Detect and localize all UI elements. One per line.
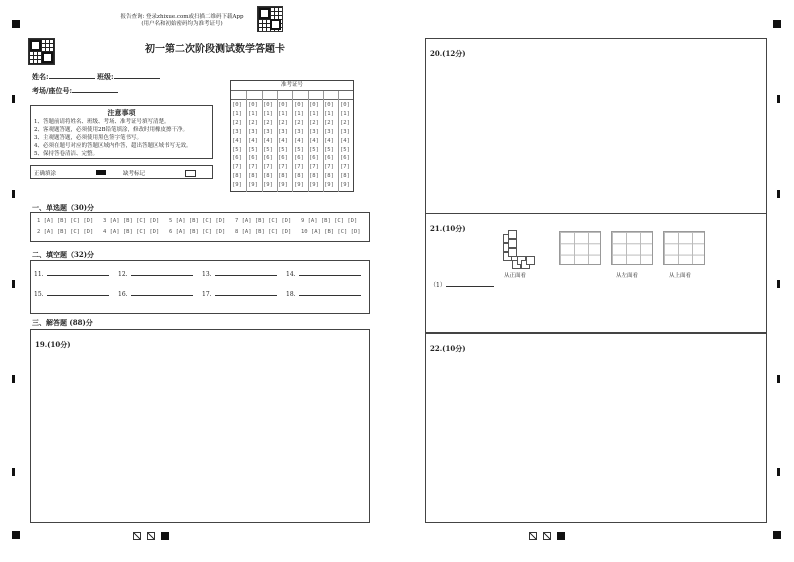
left-view-grid[interactable] [559,231,601,265]
side-marker [777,190,780,198]
exam-id-bubble[interactable]: [5] [309,146,319,153]
exam-id-bubble[interactable]: [5] [294,146,304,153]
blank-number: 11. [34,271,44,278]
exam-id-bubble[interactable]: [2] [232,119,242,126]
corner-marker [12,20,20,28]
page-check-icon [529,532,537,540]
side-marker [777,468,780,476]
q19-answer-area[interactable] [30,329,370,523]
exam-id-bubble[interactable]: [0] [309,102,319,108]
blank-number: 16. [118,291,128,298]
corner-marker [773,531,781,539]
name-field[interactable] [49,78,95,79]
class-field[interactable] [114,78,160,79]
exam-id-bubble[interactable]: [2] [248,119,258,126]
page-title: 初一第二次阶段测试数学答题卡 [145,44,285,55]
exam-id-bubble[interactable]: [6] [232,155,242,162]
exam-id-bubble[interactable]: [8] [309,173,319,180]
blank-answer-line[interactable] [131,295,193,296]
exam-id-bubble[interactable]: [0] [248,102,258,108]
blank-item [34,291,109,298]
exam-id-bubble[interactable]: [7] [309,164,319,171]
exam-id-bubble[interactable]: [4] [263,137,273,144]
exam-id-bubble[interactable]: [8] [232,173,242,180]
exam-id-bubble[interactable]: [9] [294,182,304,189]
report-note-line2: (用户名和初始密码均为准考证号) [141,21,223,27]
blank-number: 18. [286,291,296,298]
exam-id-bubble[interactable]: [2] [294,119,304,126]
top-view-caption: 从上面看 [669,273,692,279]
side-marker [777,280,780,288]
choice-option[interactable]: 9 [A] [B] [C] [D] [301,218,358,224]
exam-id-bubble[interactable]: [8] [340,173,350,180]
exam-id-bubble[interactable]: [6] [248,155,258,162]
exam-id-bubble[interactable]: [4] [294,137,304,144]
blank-number: 12. [118,271,128,278]
room-info [32,86,118,96]
exam-id-bubble[interactable]: [0] [294,102,304,108]
exam-id-bubble[interactable]: [0] [263,102,273,108]
blank-item [286,291,361,298]
choice-box [30,212,370,242]
choice-option[interactable]: 7 [A] [B] [C] [D] [235,218,292,224]
front-view-caption: 从正面看 [504,273,527,279]
blank-answer-line[interactable] [131,275,193,276]
exam-id-bubble[interactable]: [2] [309,119,319,126]
exam-id-bubble[interactable]: [3] [340,128,350,135]
exam-id-bubble[interactable]: [4] [309,137,319,144]
absent-checkbox[interactable] [185,170,196,177]
exam-id-bubble[interactable]: [1] [309,110,319,117]
notice-item: 1、答题前请将姓名、班级、考场、准考证号填写清楚。 [34,119,170,125]
exam-id-bubble[interactable]: [8] [278,173,288,180]
blank-number: 14. [286,271,296,278]
exam-id-bubble[interactable]: [9] [232,182,242,189]
exam-id-bubble[interactable]: [2] [263,119,273,126]
side-marker [12,95,15,103]
exam-id-bubble[interactable]: [0] [278,102,288,108]
room-label: 考场/座位号: [32,86,73,95]
exam-id-bubble[interactable]: [3] [294,128,304,135]
page-check-icon [147,532,155,540]
exam-id-bubble[interactable]: [8] [324,173,334,180]
exam-id-bubble[interactable]: [3] [263,128,273,135]
q22-label: 22.(10分) [430,344,466,353]
exam-id-bubble[interactable]: [9] [278,182,288,189]
notice-box [30,105,213,159]
left-view-grid-2[interactable] [611,231,653,265]
q21-part-answer[interactable] [446,286,494,287]
blank-answer-line[interactable] [299,295,361,296]
exam-id-bubble[interactable]: [4] [232,137,242,144]
q20-label: 20.(12分) [430,49,466,58]
choice-option[interactable]: 2 [A] [B] [C] [D] [37,229,94,235]
exam-id-bubble[interactable]: [5] [324,146,334,153]
choice-option[interactable]: 5 [A] [B] [C] [D] [169,218,226,224]
side-marker [12,280,15,288]
exam-id-bubble[interactable]: [7] [294,164,304,171]
blank-item [286,271,361,278]
blank-item [202,271,277,278]
exam-id-bubble[interactable]: [6] [294,155,304,162]
exam-id-bubble[interactable]: [9] [309,182,319,189]
room-field[interactable] [72,92,118,93]
blank-number: 13. [202,271,212,278]
exam-id-title: 准考证号 [231,81,353,91]
exam-id-bubble[interactable]: [6] [324,155,334,162]
q21-answer-area[interactable] [425,213,767,333]
blank-answer-line[interactable] [299,275,361,276]
exam-id-bubble[interactable]: [3] [232,128,242,135]
page-mark-icon [557,532,565,540]
exam-id-bubble[interactable]: [2] [278,119,288,126]
q22-answer-area[interactable] [425,333,767,523]
exam-id-bubble[interactable]: [2] [340,119,350,126]
choice-option[interactable]: 4 [A] [B] [C] [D] [103,229,160,235]
exam-id-bubble[interactable]: [5] [340,146,350,153]
exam-id-bubble[interactable]: [7] [263,164,273,171]
exam-id-bubble[interactable]: [1] [248,110,258,117]
qr-code-icon [257,6,283,32]
blank-item [202,291,277,298]
notice-title: 注意事项 [107,108,136,117]
exam-id-bubble[interactable]: [8] [294,173,304,180]
side-marker [12,468,15,476]
exam-id-bubble[interactable]: [9] [324,182,334,189]
q20-answer-area[interactable] [425,38,767,214]
exam-id-bubble[interactable]: [6] [340,155,350,162]
notice-item: 2、客观题答题，必须使用2B铅笔填涂，修改时用橡皮擦干净。 [34,127,189,133]
notice-item: 5、保持答卷清洁、完整。 [34,151,99,157]
blank-item [118,271,193,278]
left-view-caption: 从左面看 [616,273,639,279]
exam-id-bubble[interactable]: [9] [248,182,258,189]
exam-id-bubble[interactable]: [1] [263,110,273,117]
exam-id-bubble[interactable]: [9] [340,182,350,189]
exam-id-bubble[interactable]: [0] [340,102,350,108]
q21-label: 21.(10分) [430,224,466,233]
exam-id-bubble[interactable]: [3] [278,128,288,135]
corner-marker [12,531,20,539]
exam-id-bubble[interactable]: [4] [278,137,288,144]
exam-id-bubble[interactable]: [6] [278,155,288,162]
choice-option[interactable]: 6 [A] [B] [C] [D] [169,229,226,235]
page-check-icon [133,532,141,540]
section-title-answer: 三、解答题 (88)分 [32,318,93,327]
section-title-choice: 一、单选题（30)分 [32,203,95,212]
exam-id-bubble[interactable]: [7] [248,164,258,171]
fill-box [30,260,370,314]
fill-sample-box [30,165,213,179]
blank-number: 15. [34,291,44,298]
q21-part-label: （1） [430,280,494,289]
exam-id-bubble[interactable]: [4] [248,137,258,144]
absent-mark-label: 缺考标记 [123,171,146,177]
blank-answer-line[interactable] [47,295,109,296]
exam-id-bubble[interactable]: [1] [294,110,304,117]
exam-id-bubble[interactable]: [5] [248,146,258,153]
blank-item [34,271,109,278]
exam-id-bubble[interactable]: [6] [263,155,273,162]
exam-id-bubble[interactable]: [0] [324,102,334,108]
side-marker [777,375,780,383]
blank-answer-line[interactable] [47,275,109,276]
blank-answer-line[interactable] [215,275,277,276]
blank-number: 17. [202,291,212,298]
report-note-line1: 报告查询: 登录zhixue.com或扫描二维码下载App [120,14,244,20]
choice-option[interactable]: 1 [A] [B] [C] [D] [37,218,94,224]
corner-marker [773,20,781,28]
class-label: 班级: [97,72,114,81]
exam-id-bubble[interactable]: [2] [324,119,334,126]
exam-id-bubble[interactable]: [7] [324,164,334,171]
exam-id-bubble[interactable]: [1] [232,110,242,117]
correct-fill-label: 正确填涂 [34,171,57,177]
exam-id-bubble[interactable]: [9] [263,182,273,189]
exam-id-bubble[interactable]: [4] [340,137,350,144]
exam-id-bubble[interactable]: [5] [278,146,288,153]
exam-id-bubble[interactable]: [7] [232,164,242,171]
side-marker [12,190,15,198]
exam-id-bubble[interactable]: [1] [278,110,288,117]
exam-id-bubble[interactable]: [0] [232,102,242,108]
exam-id-bubble[interactable]: [1] [340,110,350,117]
page-mark-icon [161,532,169,540]
exam-id-bubble[interactable]: [6] [309,155,319,162]
student-info [32,72,160,82]
name-label: 姓名: [32,72,49,81]
exam-id-bubbles[interactable] [231,102,353,192]
side-marker [12,375,15,383]
qr-code-icon [28,38,55,65]
exam-id-bubble[interactable]: [7] [340,164,350,171]
exam-id-bubble[interactable]: [8] [263,173,273,180]
q19-label: 19.(10分) [35,340,71,349]
exam-id-bubble[interactable]: [3] [309,128,319,135]
exam-id-bubble[interactable]: [7] [278,164,288,171]
exam-id-bubble[interactable]: [3] [324,128,334,135]
page-check-icon [543,532,551,540]
section-title-fill: 二、填空题（32)分 [32,250,95,259]
cube-figure [500,230,540,270]
exam-id-bubble[interactable]: [1] [324,110,334,117]
notice-item: 4、必须在题号对应的答题区域内作答，超出答题区域书写无效。 [34,143,192,149]
exam-id-bubble[interactable]: [5] [232,146,242,153]
blank-answer-line[interactable] [215,295,277,296]
blank-item [118,291,193,298]
choice-option[interactable]: 8 [A] [B] [C] [D] [235,229,292,235]
exam-id-bubble[interactable]: [8] [248,173,258,180]
notice-item: 3、主观题答题，必须使用黑色签字笔书写。 [34,135,143,141]
exam-id-bubble[interactable]: [4] [324,137,334,144]
exam-id-grid [230,80,354,192]
choice-option[interactable]: 10 [A] [B] [C] [D] [301,229,361,235]
exam-id-bubble[interactable]: [3] [248,128,258,135]
top-view-grid[interactable] [663,231,705,265]
filled-sample-icon [96,170,106,175]
choice-option[interactable]: 3 [A] [B] [C] [D] [103,218,160,224]
exam-id-bubble[interactable]: [5] [263,146,273,153]
side-marker [777,95,780,103]
